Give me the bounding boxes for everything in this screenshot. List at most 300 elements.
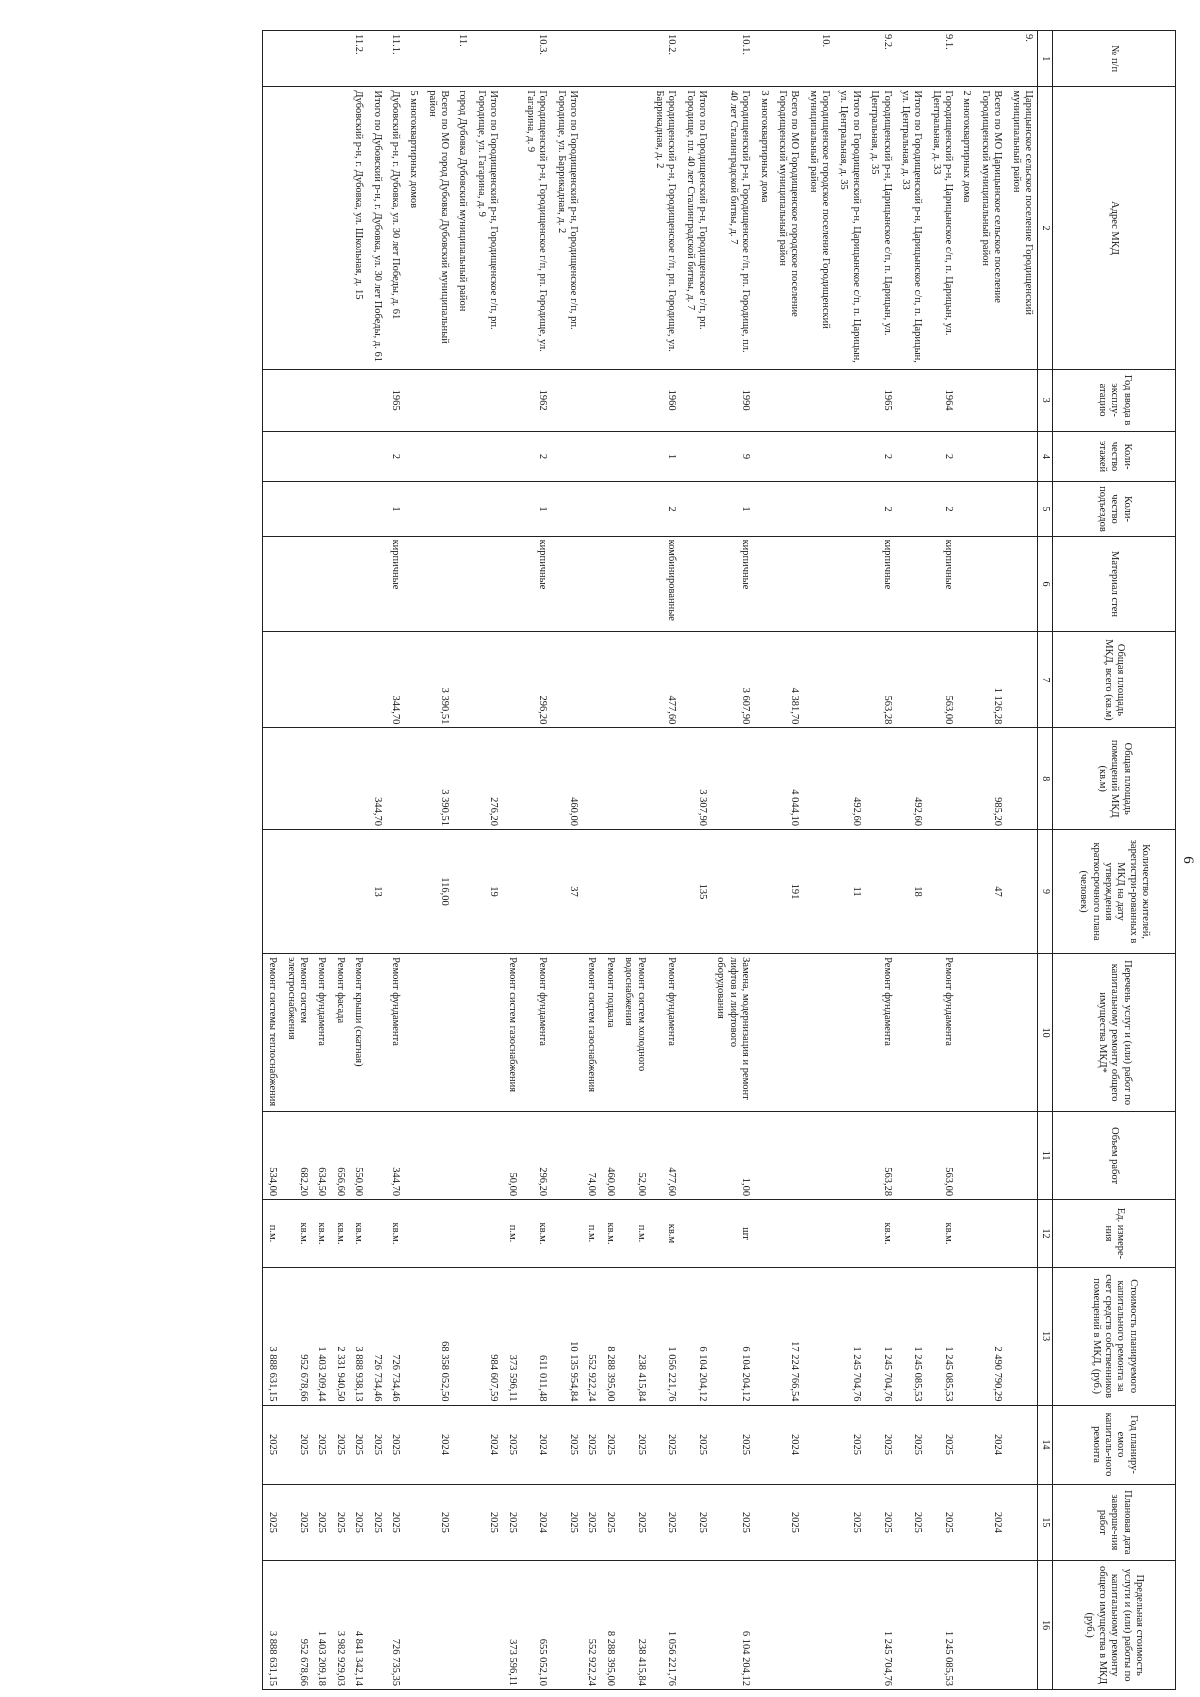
cell-plan-year: 2025 — [312, 1405, 330, 1484]
cell-no — [404, 31, 422, 87]
cell-year — [404, 369, 422, 431]
cell-volume — [773, 1112, 804, 1200]
cell-cost: 1 056 221,76 — [650, 1267, 681, 1405]
cell-due: 2025 — [551, 1484, 582, 1561]
cell-work: Ремонт подвала — [601, 954, 619, 1112]
cell-area: 1 126,28 — [976, 632, 1007, 728]
column-header: Год планиру-емого капиталь-ного ремонта — [1053, 1405, 1176, 1484]
table-row — [711, 31, 754, 1690]
column-number: 10 — [1038, 954, 1053, 1112]
cell-residents — [619, 829, 650, 953]
cell-unit — [422, 1200, 453, 1268]
cell-area — [367, 632, 385, 728]
cell-due: 2025 — [582, 1484, 600, 1561]
cell-unit — [367, 1200, 385, 1268]
cell-unit: кв.м. — [521, 1200, 552, 1268]
cell-residents — [957, 829, 975, 953]
cell-due: 2025 — [619, 1484, 650, 1561]
cell-plan-year: 2025 — [582, 1405, 600, 1484]
cell-entr: 2 — [650, 482, 681, 536]
cell-work — [367, 954, 385, 1112]
cell-limit: 4 841 342,14 — [349, 1561, 367, 1690]
cell-plan-year: 2025 — [865, 1405, 896, 1484]
cell-year: 1962 — [521, 369, 552, 431]
cell-residents — [404, 829, 422, 953]
cell-year: 1960 — [650, 369, 681, 431]
cell-rooms — [865, 728, 896, 830]
cell-address — [619, 87, 650, 369]
cell-due: 2025 — [263, 1484, 282, 1561]
cell-entr — [773, 482, 804, 536]
cell-residents: 18 — [896, 829, 927, 953]
cell-work — [680, 954, 711, 1112]
cell-volume: 1,00 — [711, 1112, 754, 1200]
cell-address — [601, 87, 619, 369]
cell-work — [957, 954, 975, 1112]
cell-area: 563,00 — [926, 632, 957, 728]
cell-cost: 726 734,46 — [386, 1267, 404, 1405]
cell-due: 2025 — [331, 1484, 349, 1561]
cell-due — [957, 1484, 975, 1561]
cell-unit: кв.м. — [865, 1200, 896, 1268]
cell-entr — [472, 482, 503, 536]
cell-area — [834, 632, 865, 728]
cell-residents — [865, 829, 896, 953]
cell-entr: 1 — [711, 482, 754, 536]
cell-address: 3 многоквартирных дома — [754, 87, 772, 369]
cell-volume: 634,50 — [312, 1112, 330, 1200]
cell-limit: 373 596,11 — [502, 1561, 520, 1690]
cell-due — [1006, 1484, 1037, 1561]
cell-limit: 6 104 204,12 — [711, 1561, 754, 1690]
cell-unit — [404, 1200, 422, 1268]
cell-limit — [551, 1561, 582, 1690]
cell-year — [773, 369, 804, 431]
cell-unit: п.м. — [263, 1200, 282, 1268]
cell-rooms — [957, 728, 975, 830]
cell-plan-year: 2025 — [281, 1405, 312, 1484]
cell-unit — [896, 1200, 927, 1268]
rotated-page — [10, 30, 1196, 1690]
column-header: Перечень услуг и (или) работ по капитальному ремонту общего имущества МКД* — [1053, 954, 1176, 1112]
cell-unit: шт — [711, 1200, 754, 1268]
cell-limit: 1 056 221,76 — [650, 1561, 681, 1690]
cell-plan-year: 2025 — [619, 1405, 650, 1484]
cell-residents — [650, 829, 681, 953]
cell-rooms — [404, 728, 422, 830]
cell-rooms — [1006, 728, 1037, 830]
cell-year — [263, 369, 282, 431]
cell-due: 2024 — [976, 1484, 1007, 1561]
cell-due: 2025 — [834, 1484, 865, 1561]
cell-area — [331, 632, 349, 728]
cell-due: 2025 — [711, 1484, 754, 1561]
cell-area — [1006, 632, 1037, 728]
cell-no — [551, 31, 582, 87]
cell-work — [422, 954, 453, 1112]
cell-year — [601, 369, 619, 431]
cell-year — [502, 369, 520, 431]
cell-area — [263, 632, 282, 728]
cell-unit: кв.м. — [601, 1200, 619, 1268]
cell-plan-year — [1006, 1405, 1037, 1484]
table-body — [263, 31, 1038, 1690]
cell-year: 1965 — [386, 369, 404, 431]
cell-walls — [680, 536, 711, 632]
cell-cost: 611 011,48 — [521, 1267, 552, 1405]
cell-area — [472, 632, 503, 728]
cell-work: Ремонт фундамента — [521, 954, 552, 1112]
cell-residents: 135 — [680, 829, 711, 953]
cell-limit — [453, 1561, 471, 1690]
column-header: Объем работ — [1053, 1112, 1176, 1200]
table-row — [803, 31, 834, 1690]
cell-entr — [834, 482, 865, 536]
column-number: 15 — [1038, 1484, 1053, 1561]
cell-work — [976, 954, 1007, 1112]
cell-rooms — [263, 728, 282, 830]
column-header: Коли-чество подъездов — [1053, 482, 1176, 536]
column-number: 7 — [1038, 632, 1053, 728]
cell-rooms: 460,00 — [551, 728, 582, 830]
cell-cost — [404, 1267, 422, 1405]
cell-residents: 19 — [472, 829, 503, 953]
table-row — [312, 31, 330, 1690]
cell-entr — [619, 482, 650, 536]
cell-floors: 2 — [386, 431, 404, 482]
table-row — [281, 31, 312, 1690]
cell-entr — [453, 482, 471, 536]
cell-rooms — [803, 728, 834, 830]
cell-work — [803, 954, 834, 1112]
cell-area: 563,28 — [865, 632, 896, 728]
table-row — [453, 31, 471, 1690]
cell-plan-year — [453, 1405, 471, 1484]
cell-floors: 1 — [650, 431, 681, 482]
cell-unit: кв.м. — [312, 1200, 330, 1268]
cell-due: 2025 — [896, 1484, 927, 1561]
cell-rooms — [619, 728, 650, 830]
cell-no: 9.1. — [926, 31, 957, 87]
cell-rooms — [650, 728, 681, 830]
cell-residents — [803, 829, 834, 953]
column-header: Стоимость планируемого капитального ремонта за счет средств собственников помещений в МКД, (руб.) — [1053, 1267, 1176, 1405]
cell-no — [331, 31, 349, 87]
column-number: 11 — [1038, 1112, 1053, 1200]
cell-rooms — [711, 728, 754, 830]
table-row — [263, 31, 282, 1690]
cell-address: Всего по МО Царицынское сельское поселение Городищенский муниципальный район — [976, 87, 1007, 369]
cell-address: Дубовский р-н, г. Дубовка, ул. 30 лет Победы, д. 61 — [386, 87, 404, 369]
cell-walls — [551, 536, 582, 632]
cell-unit — [803, 1200, 834, 1268]
cell-unit: кв.м. — [926, 1200, 957, 1268]
cell-volume — [404, 1112, 422, 1200]
cell-cost: 726 734,46 — [367, 1267, 385, 1405]
cell-unit — [976, 1200, 1007, 1268]
cell-unit: кв.м. — [349, 1200, 367, 1268]
cell-volume: 477,60 — [650, 1112, 681, 1200]
cell-no: 11. — [453, 31, 471, 87]
table-row — [754, 31, 772, 1690]
cell-cost: 1 403 209,44 — [312, 1267, 330, 1405]
cell-area — [957, 632, 975, 728]
table-row — [349, 31, 367, 1690]
column-header: Общая площадь МКД, всего (кв.м) — [1053, 632, 1176, 728]
cell-volume — [551, 1112, 582, 1200]
cell-address: город Дубовка Дубовский муниципальный район — [453, 87, 471, 369]
cell-address: Итого по Городищенский р-н, Городищенское г/п, рп. Городище, ул. Баррикадная, д. 2 — [551, 87, 582, 369]
cell-limit — [896, 1561, 927, 1690]
cell-limit — [957, 1561, 975, 1690]
cell-due: 2025 — [680, 1484, 711, 1561]
cell-area: 3 607,90 — [711, 632, 754, 728]
cell-cost: 10 135 954,84 — [551, 1267, 582, 1405]
cell-work: Ремонт фундамента — [312, 954, 330, 1112]
cell-cost: 373 596,11 — [502, 1267, 520, 1405]
cell-entr: 2 — [865, 482, 896, 536]
cell-residents — [453, 829, 471, 953]
cell-due: 2025 — [349, 1484, 367, 1561]
cell-due — [803, 1484, 834, 1561]
cell-work: Ремонт крыши (скатная) — [349, 954, 367, 1112]
cell-work: Ремонт систем газоснабжения — [582, 954, 600, 1112]
cell-year — [472, 369, 503, 431]
cell-address — [331, 87, 349, 369]
cell-floors — [281, 431, 312, 482]
cell-plan-year: 2025 — [386, 1405, 404, 1484]
cell-walls: комбинированные — [650, 536, 681, 632]
cell-unit — [453, 1200, 471, 1268]
cell-residents — [521, 829, 552, 953]
cell-address: Дубовский р-н, г. Дубовка, ул. Школьная, д. 15 — [349, 87, 367, 369]
cell-residents — [312, 829, 330, 953]
table-row — [619, 31, 650, 1690]
cell-address — [263, 87, 282, 369]
table-row — [680, 31, 711, 1690]
cell-address — [281, 87, 312, 369]
cell-area — [312, 632, 330, 728]
cell-volume — [834, 1112, 865, 1200]
cell-area — [601, 632, 619, 728]
cell-no: 9.2. — [865, 31, 896, 87]
cell-walls — [896, 536, 927, 632]
cell-year — [957, 369, 975, 431]
cell-plan-year: 2025 — [367, 1405, 385, 1484]
cell-address: Городищенский р-н, Городищенское г/п, рп. Городище, ул. Гагарина, д. 9 — [521, 87, 552, 369]
cell-rooms: 3 390,51 — [422, 728, 453, 830]
cell-floors — [582, 431, 600, 482]
cell-entr — [349, 482, 367, 536]
cell-limit: 3 982 929,03 — [331, 1561, 349, 1690]
cell-year — [803, 369, 834, 431]
cell-floors — [601, 431, 619, 482]
cell-plan-year — [404, 1405, 422, 1484]
cell-year — [422, 369, 453, 431]
cell-area — [502, 632, 520, 728]
cell-entr: 2 — [926, 482, 957, 536]
cell-rooms — [502, 728, 520, 830]
table-row — [367, 31, 385, 1690]
cell-floors — [834, 431, 865, 482]
cell-floors — [263, 431, 282, 482]
table-row — [834, 31, 865, 1690]
cell-residents — [601, 829, 619, 953]
cell-year — [281, 369, 312, 431]
cell-address: Всего по МО Городищенское городское поселение Городищенский муниципальный район — [773, 87, 804, 369]
cell-work — [773, 954, 804, 1112]
table-row — [650, 31, 681, 1690]
cell-limit: 1 403 209,18 — [312, 1561, 330, 1690]
cell-walls — [582, 536, 600, 632]
cell-walls — [331, 536, 349, 632]
cell-year — [551, 369, 582, 431]
cell-walls — [957, 536, 975, 632]
cell-rooms — [349, 728, 367, 830]
cell-rooms: 3 307,90 — [680, 728, 711, 830]
cell-rooms — [331, 728, 349, 830]
cell-floors — [349, 431, 367, 482]
cell-walls — [502, 536, 520, 632]
cell-cost: 2 331 940,50 — [331, 1267, 349, 1405]
table-row — [422, 31, 453, 1690]
page-number: 6 — [1180, 856, 1196, 864]
cell-area: 3 390,51 — [422, 632, 453, 728]
cell-rooms — [521, 728, 552, 830]
cell-no — [754, 31, 772, 87]
cell-cost: 6 104 204,12 — [711, 1267, 754, 1405]
cell-no: 10.2. — [650, 31, 681, 87]
table-row — [773, 31, 804, 1690]
cell-plan-year: 2025 — [551, 1405, 582, 1484]
column-header: № п/п — [1053, 31, 1176, 87]
cell-no — [502, 31, 520, 87]
table-row — [331, 31, 349, 1690]
cell-unit — [680, 1200, 711, 1268]
cell-no: 9. — [1006, 31, 1037, 87]
cell-entr — [680, 482, 711, 536]
cell-entr — [422, 482, 453, 536]
cell-walls — [263, 536, 282, 632]
cell-walls — [976, 536, 1007, 632]
cell-walls — [404, 536, 422, 632]
column-header: Предельная стоимость услуги и (или) работы по капитальному ремонту общего имущества в МКД (руб.) — [1053, 1561, 1176, 1690]
cell-entr — [803, 482, 834, 536]
cell-plan-year: 2025 — [331, 1405, 349, 1484]
column-number: 16 — [1038, 1561, 1053, 1690]
cell-area — [803, 632, 834, 728]
cell-cost: 3 888 938,13 — [349, 1267, 367, 1405]
cell-volume — [754, 1112, 772, 1200]
cell-residents — [711, 829, 754, 953]
cell-entr — [582, 482, 600, 536]
cell-residents — [349, 829, 367, 953]
column-number: 12 — [1038, 1200, 1053, 1268]
cell-volume — [957, 1112, 975, 1200]
cell-residents — [582, 829, 600, 953]
cell-no — [619, 31, 650, 87]
cell-entr — [896, 482, 927, 536]
cell-cost: 3 888 631,15 — [263, 1267, 282, 1405]
cell-volume — [896, 1112, 927, 1200]
cell-area: 296,20 — [521, 632, 552, 728]
cell-no: 10.1. — [711, 31, 754, 87]
cell-cost: 238 415,84 — [619, 1267, 650, 1405]
cell-work — [404, 954, 422, 1112]
column-number: 13 — [1038, 1267, 1053, 1405]
cell-no — [367, 31, 385, 87]
cell-floors — [551, 431, 582, 482]
cell-area — [453, 632, 471, 728]
cell-cost: 1 245 085,53 — [926, 1267, 957, 1405]
cell-year — [619, 369, 650, 431]
cell-unit — [957, 1200, 975, 1268]
cell-limit — [472, 1561, 503, 1690]
column-header: Материал стен — [1053, 536, 1176, 632]
cell-work: Ремонт систем холодного водоснабжения — [619, 954, 650, 1112]
table-row — [601, 31, 619, 1690]
cell-limit: 3 888 631,15 — [263, 1561, 282, 1690]
cell-due: 2025 — [386, 1484, 404, 1561]
cell-cost: 1 245 085,53 — [896, 1267, 927, 1405]
cell-year: 1964 — [926, 369, 957, 431]
cell-limit — [680, 1561, 711, 1690]
cell-limit: 952 678,66 — [281, 1561, 312, 1690]
cell-area — [551, 632, 582, 728]
column-number: 8 — [1038, 728, 1053, 830]
cell-cost: 1 245 704,76 — [865, 1267, 896, 1405]
cell-no — [263, 31, 282, 87]
cell-walls — [422, 536, 453, 632]
cell-cost: 552 922,24 — [582, 1267, 600, 1405]
cell-plan-year: 2025 — [834, 1405, 865, 1484]
cell-no — [773, 31, 804, 87]
cell-residents: 116,00 — [422, 829, 453, 953]
cell-entr — [502, 482, 520, 536]
cell-limit — [754, 1561, 772, 1690]
table-row — [582, 31, 600, 1690]
cell-area — [680, 632, 711, 728]
column-number: 14 — [1038, 1405, 1053, 1484]
cell-address: Городищенский р-н, Городищенское г/п, рп. Городище, ул. Баррикадная, д. 2 — [650, 87, 681, 369]
cell-unit — [834, 1200, 865, 1268]
column-number: 1 — [1038, 31, 1053, 87]
cell-due: 2024 — [521, 1484, 552, 1561]
cell-walls — [312, 536, 330, 632]
column-header: Адрес МКД — [1053, 87, 1176, 369]
cell-no: 10. — [803, 31, 834, 87]
cell-floors — [422, 431, 453, 482]
cell-entr — [1006, 482, 1037, 536]
cell-plan-year — [754, 1405, 772, 1484]
cell-area — [281, 632, 312, 728]
table-row — [865, 31, 896, 1690]
cell-residents: 47 — [976, 829, 1007, 953]
cell-walls — [754, 536, 772, 632]
cell-volume — [1006, 1112, 1037, 1200]
cell-volume — [803, 1112, 834, 1200]
cell-year — [680, 369, 711, 431]
cell-floors — [680, 431, 711, 482]
cell-floors — [619, 431, 650, 482]
cell-address: 2 многоквартирных дома — [957, 87, 975, 369]
cell-volume: 550,00 — [349, 1112, 367, 1200]
cell-floors: 2 — [926, 431, 957, 482]
header-row — [1053, 31, 1176, 1690]
cell-due: 2025 — [367, 1484, 385, 1561]
cell-residents — [1006, 829, 1037, 953]
cell-area: 477,60 — [650, 632, 681, 728]
